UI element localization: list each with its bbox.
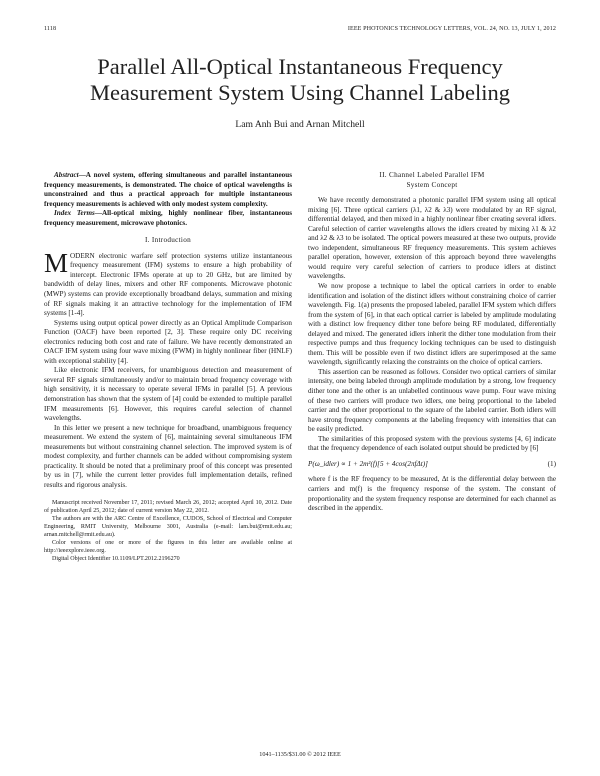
- intro-paragraph-2: Systems using output optical power directly as an Optical Amplitude Comparison Function (OACF) have been reported [2, 3]. These require only DC receiving electronics reducing both cost and rate of failure. We have recently demonstrated an OACF IFM system using four wave mixing (FWM) in highly nonlinear fiber (HNLF) with exceptional stability [4].: [44, 318, 292, 365]
- left-column: [44, 171, 292, 563]
- section-2-heading: [308, 171, 556, 190]
- abstract-label: Abstract: [54, 171, 79, 179]
- concept-paragraph-4: The similarities of this proposed system with the previous systems [4, 6] indicate that the frequency dependence of each isolated output should be predicted by [6]: [308, 434, 556, 453]
- equation-1: [308, 460, 556, 470]
- authors: Lam Anh Bui and Arnan Mitchell: [235, 119, 365, 130]
- footnote-authors: The authors are with the ARC Centre of Excellence, CUDOS, School of Electrical and Computer Engineering, RMIT University, Melbourne 3001, Australia (e-mail: lam.bui@rmit.edu.au; arnan.mitchell@rmit.edu.au).: [44, 515, 292, 538]
- equation-body: P(ω_idler) ∝ 1 + 2m²(f)[5 + 4cos(2πfΔt)]: [308, 459, 428, 468]
- intro-paragraph-4: In this letter we present a new technique for broadband, unambiguous frequency measurement. We extend the system of [6], maintaining several simultaneous IFM measurements but without constraining channel selection. The improved system is of modest complexity, and further channels can be added without compromising system practicality. It should be noted that a preliminary proof of this concept was presented by us in [7], while the current letter provides full implementation details, refined results and rigorous analysis.: [44, 423, 292, 489]
- page-number: 1118: [44, 26, 57, 32]
- section-1-heading: I. Introduction: [144, 236, 192, 245]
- drop-cap: M: [44, 247, 69, 278]
- section-2-heading-line-2: System Concept: [406, 180, 458, 189]
- index-terms-text: All-optical mixing, highly nonlinear fiber, instantaneous frequency measurement, microwave photonics.: [44, 209, 292, 227]
- index-terms-label: Index Terms: [54, 209, 95, 218]
- right-column: [308, 171, 556, 514]
- index-terms-dash: —: [94, 209, 102, 218]
- footnote-color: Color versions of one or more of the figures in this letter are available online at http://ieeexplore.ieee.org.: [44, 539, 292, 555]
- title-line-1: Parallel All-Optical Instantaneous Frequency: [97, 54, 503, 79]
- journal-header: IEEE PHOTONICS TECHNOLOGY LETTERS, VOL. 24, NO. 13, JULY 1, 2012: [347, 26, 556, 32]
- copyright-footer: 1041–1135/$31.00 © 2012 IEEE: [259, 751, 341, 758]
- abstract-dash: —: [78, 171, 86, 179]
- footnote-manuscript: Manuscript received November 17, 2011; revised March 26, 2012; accepted April 10, 2012. Date of publication April 25, 2012; date of current version May 22, 2012.: [44, 499, 292, 514]
- equation-number: (1): [547, 459, 556, 468]
- section-2-heading-line-1: II. Channel Labeled Parallel IFM: [379, 171, 485, 179]
- abstract: [44, 171, 292, 209]
- concept-paragraph-5: where f is the RF frequency to be measured, Δt is the differential delay between the carriers and m(f) is the frequency response of the system. The constant of proportionality and the system frequency response are determined for each channel as described in the appendix.: [308, 475, 556, 513]
- index-terms: [44, 209, 292, 228]
- concept-paragraph-1: We have recently demonstrated a photonic parallel IFM system using all optical mixing [6]. Three optical carriers (λ1, λ2 & λ3) were modulated by an RF signal, differential delayed, and then mixed in a highly nonlinear fiber creating several idlers. Careful selection of carrier wavelengths allows the idlers created by mixing λ1 & λ2 and λ2 & λ3 to be isolated. The optical powers measured at these two outputs, provide two independent, simultaneous RF frequency measurements. This system achieves parallel operation, however, extension of this approach beyond three wavelengths would require very careful selection of carriers to produce idlers at distinct wavelengths.: [308, 196, 556, 281]
- footnotes: [44, 499, 292, 564]
- footnote-doi: Digital Object Identifier 10.1109/LPT.2012.2196270: [52, 556, 180, 563]
- intro-paragraph-1: [44, 247, 292, 319]
- intro-paragraph-3: Like electronic IFM receivers, for unambiguous detection and measurement of several RF signals simultaneously and/or to maintain broad frequency coverage with high sensitivity, it is necessary to operate several IFMs in parallel [5]. A previous demonstration has shown that the system of [4] could be extended to multiple parallel IFM measurements [6]. However, this requires careful selection of channel wavelengths.: [44, 366, 292, 423]
- intro-p1-text: ODERN electronic warfare self protection systems utilize instantaneous frequency measurement (IFM) systems to ensure a high probability of intercept. Electronic IFMs operate at up to 20 GHz, but are limited by bandwidth of delay lines, mixers and other RF components. Microwave photonic (MWP) systems can provide exceptionally broadband delays, summation and mixing of RF signals making it an attractive technology for the implementation of IFM systems [1-4].: [44, 251, 292, 318]
- title-line-2: Measurement System Using Channel Labeling: [90, 80, 510, 105]
- concept-paragraph-3: This assertion can be reasoned as follows. Consider two optical carriers of similar intensity, one being labeled through amplitude modulation by a strong, low frequency dither tone and the other is an unlabelled continuous wave pump. Four wave mixing of these two carriers will produce two idlers, one being proportional to the labeled carrier and the other proportional to the square of the labeled carrier. Both idlers will have strong frequency components at the labeling frequency with intensities that can be easily predicted.: [308, 367, 556, 434]
- concept-paragraph-2: We now propose a technique to label the optical carriers in order to enable identification and isolation of the distinct idlers without constraining choice of carrier wavelength. Fig. 1(a) presents the proposed labeled, parallel IFM system which differs from the system of [6], in that each optical carrier is labeled by amplitude modulating with a distinct low frequency dither tone before being RF modulated, differentially delayed and mixed. The generated idlers inherit the dither tone modulation from their respective pumps and thus frequency locking techniques can be used to distinguish them. This will be possible even if two distinct idlers are superimposed at the same wavelength, significantly relaxing the constraints on the choice of optical carriers.: [308, 282, 556, 367]
- paper-title: [40, 54, 560, 106]
- abstract-text: A novel system, offering simultaneous and parallel instantaneous frequency measurements, is demonstrated. The choice of optical wavelengths is unconstrained and thus a practical approach for multiple instantaneous frequency measurements is achieved with only modest system complexity.: [44, 171, 292, 208]
